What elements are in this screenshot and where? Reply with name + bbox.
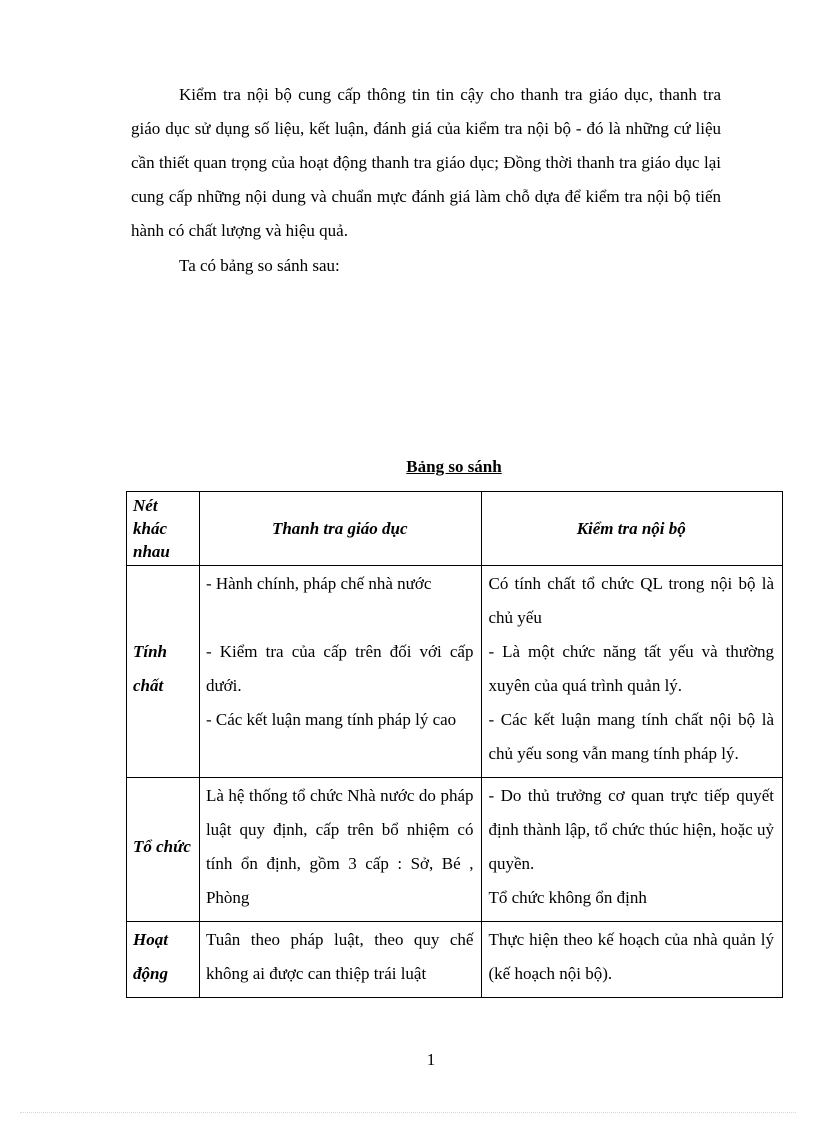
page-break-line (20, 1112, 796, 1113)
table-row (127, 922, 783, 998)
header-education-inspection: Thanh tra giáo dục (199, 492, 482, 566)
header-internal-audit: Kiểm tra nội bộ (482, 492, 783, 566)
cell-gap (206, 601, 474, 635)
cell-audit-organization (482, 778, 783, 922)
cell-line: Tuân theo pháp luật, theo quy chế không ai được can thiệp trái luật (205, 930, 474, 983)
page-number: 1 (426, 1050, 436, 1069)
cell-line: Có tính chất tổ chức QL trong nội bộ là chủ yếu (488, 574, 774, 627)
row-label-organization: Tổ chức (127, 778, 200, 922)
cell-line: Là hệ thống tổ chức Nhà nước do pháp luật quy định, cấp trên bổ nhiệm có tính ổn định, gồm 3 cấp : Sở, Bé , Phòng (205, 786, 474, 907)
cell-line: - Các kết luận mang tính pháp lý cao (205, 710, 457, 729)
header-differences: Nét khác nhau (127, 492, 200, 566)
row-label-activity: Hoạt động (127, 922, 200, 998)
cell-inspection-nature (199, 566, 482, 778)
cell-line: - Là một chức năng tất yếu và thường xuyên của quá trình quản lý. (488, 642, 774, 695)
table-row (127, 566, 783, 778)
cell-line: - Hành chính, pháp chế nhà nước (205, 574, 432, 593)
cell-line: Thực hiện theo kế hoạch của nhà quản lý (kế hoạch nội bộ). (488, 930, 774, 983)
table-row (127, 778, 783, 922)
table-intro-paragraph: Ta có bảng so sánh sau: (179, 256, 340, 275)
cell-line: - Do thủ trưởng cơ quan trực tiếp quyết định thành lập, tổ chức thúc hiện, hoặc uỷ quyền. (488, 786, 774, 873)
table-caption: Bảng so sánh (406, 457, 502, 476)
cell-audit-activity (482, 922, 783, 998)
cell-line: Tổ chức không ổn định (488, 888, 647, 907)
cell-line: - Các kết luận mang tính chất nội bộ là chủ yếu song vẫn mang tính pháp lý. (488, 710, 774, 763)
cell-inspection-activity (199, 922, 482, 998)
cell-inspection-organization (199, 778, 482, 922)
cell-audit-nature (482, 566, 783, 778)
cell-line: - Kiểm tra của cấp trên đối với cấp dưới. (205, 642, 474, 695)
row-label-nature: Tính chất (127, 566, 200, 778)
comparison-table (126, 491, 783, 998)
table-header-row (127, 492, 783, 566)
intro-paragraph: Kiểm tra nội bộ cung cấp thông tin tin cậy cho thanh tra giáo dục, thanh tra giáo dục sử dụng số liệu, kết luận, đánh giá của kiểm tra nội bộ - đó là những cứ liệu cần thiết quan trọng của hoạt động thanh tra giáo dục; Đồng thời thanh tra giáo dục lại cung cấp những nội dung và chuẩn mực đánh giá làm chỗ dựa để kiểm tra nội bộ tiến hành có chất lượng và hiệu quả. (131, 85, 721, 240)
